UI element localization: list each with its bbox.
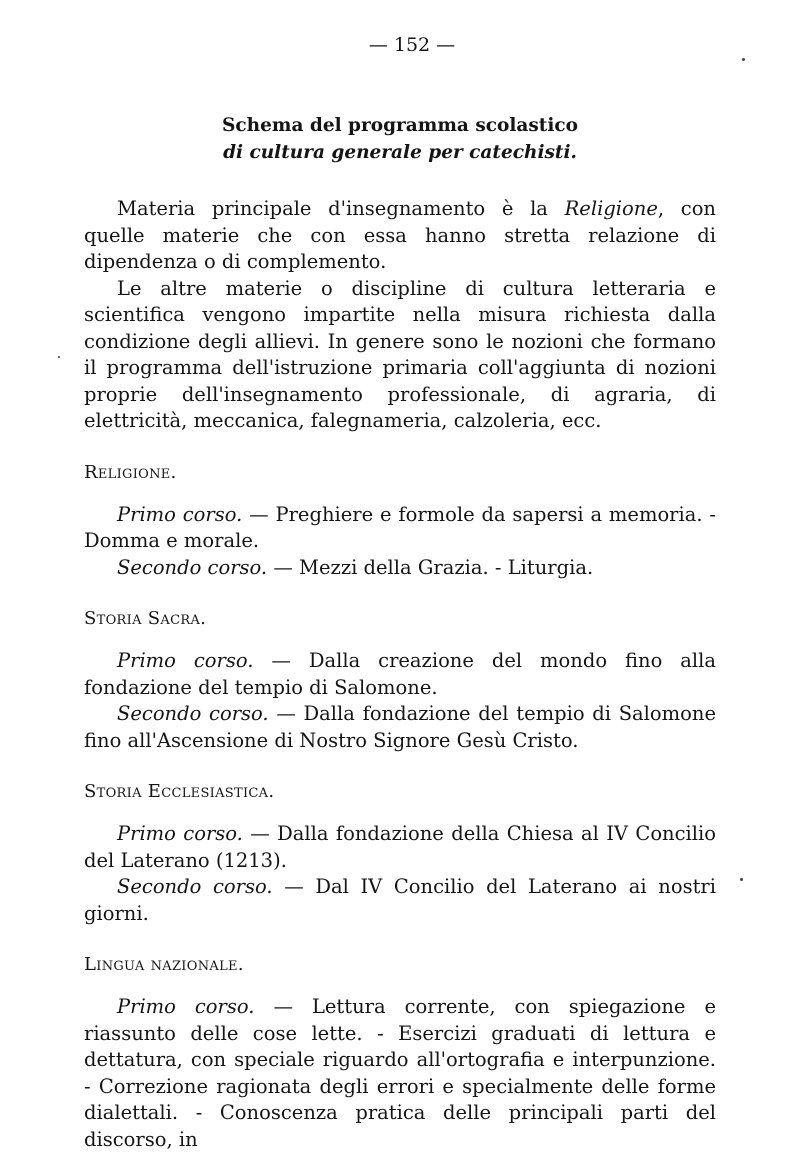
course-text: — Dalla fondazione del tempio di Salomone fino all'Ascensione di Nostro Signore Gesù Cristo.: [84, 702, 716, 752]
section-religione: [84, 462, 716, 582]
course-text: — Dalla fondazione della Chiesa al IV Concilio del Laterano (1213).: [84, 822, 716, 872]
section-storia-sacra: [84, 608, 716, 754]
course-label: Primo corso.: [117, 502, 243, 526]
intro-paragraph-2: Le altre materie o discipline di cultura letteraria e scientifica vengono impartite nella misura richiesta dalla condizione degli allievi. In genere sono le nozioni che formano il programma dell'istruzione primaria coll'aggiunta di nozioni proprie dell'insegnamento professionale, di agraria, di elettricità, meccanica, falegnameria, calzoleria, ecc.: [84, 276, 716, 432]
course-paragraph: [84, 701, 716, 754]
intro-block: [84, 196, 716, 435]
course-text: — Preghiere e formole da sapersi a memoria. - Domma e morale.: [84, 502, 716, 552]
course-paragraph: [84, 821, 716, 874]
intro-text: Materia principale d'insegnamento è la: [117, 197, 565, 220]
title-line-1: Schema del programma scolastico: [222, 115, 578, 136]
intro-paragraph-1: [84, 196, 716, 276]
course-text: — Dal IV Concilio del Laterano ai nostri giorni.: [84, 875, 716, 925]
section-heading: Storia Sacra.: [84, 608, 207, 629]
course-text: — Lettura corrente, con spiegazione e riassunto delle cose lette. - Esercizi graduati di lettura e dettatura, con speciale riguardo all'ortografia e interpunzione. - Correzione ragionata degli errori e specialmente delle forme dialettali. - Conoscenza pratica delle principali parti del discorso, in: [84, 995, 716, 1151]
course-paragraph: [84, 994, 716, 1153]
section-heading: Storia Ecclesiastica.: [84, 781, 275, 802]
course-label: Secondo corso.: [117, 702, 269, 725]
document-page: [84, 34, 716, 1153]
course-label: Secondo corso.: [117, 555, 268, 579]
scan-speck: [58, 356, 60, 358]
page-number: — 152 —: [368, 34, 456, 56]
section-heading: Religione.: [84, 461, 177, 483]
course-text: — Dalla creazione del mondo fino alla fondazione del tempio di Salomone.: [84, 649, 716, 699]
scan-speck: [740, 878, 743, 881]
section-storia-ecclesiastica: [84, 781, 716, 927]
course-label: Primo corso.: [117, 822, 243, 845]
title-line-2: di cultura generale per catechisti.: [223, 142, 577, 163]
course-label: Primo corso.: [117, 995, 255, 1018]
course-paragraph: [84, 502, 716, 555]
course-text: — Mezzi della Grazia. - Liturgia.: [267, 555, 594, 579]
course-paragraph: [84, 874, 716, 927]
scan-speck: [742, 58, 745, 61]
section-lingua-nazionale: [84, 954, 716, 1153]
course-paragraph: [84, 555, 716, 582]
course-paragraph: [84, 648, 716, 701]
course-label: Primo corso.: [117, 649, 254, 672]
intro-text: , con quelle materie che con essa hanno stretta relazione di dipendenza o di complemento.: [84, 197, 716, 273]
document-title: [84, 112, 716, 166]
course-label: Secondo corso.: [117, 875, 273, 898]
intro-emphasis: Religione: [564, 197, 658, 220]
section-heading: Lingua nazionale.: [84, 954, 244, 975]
